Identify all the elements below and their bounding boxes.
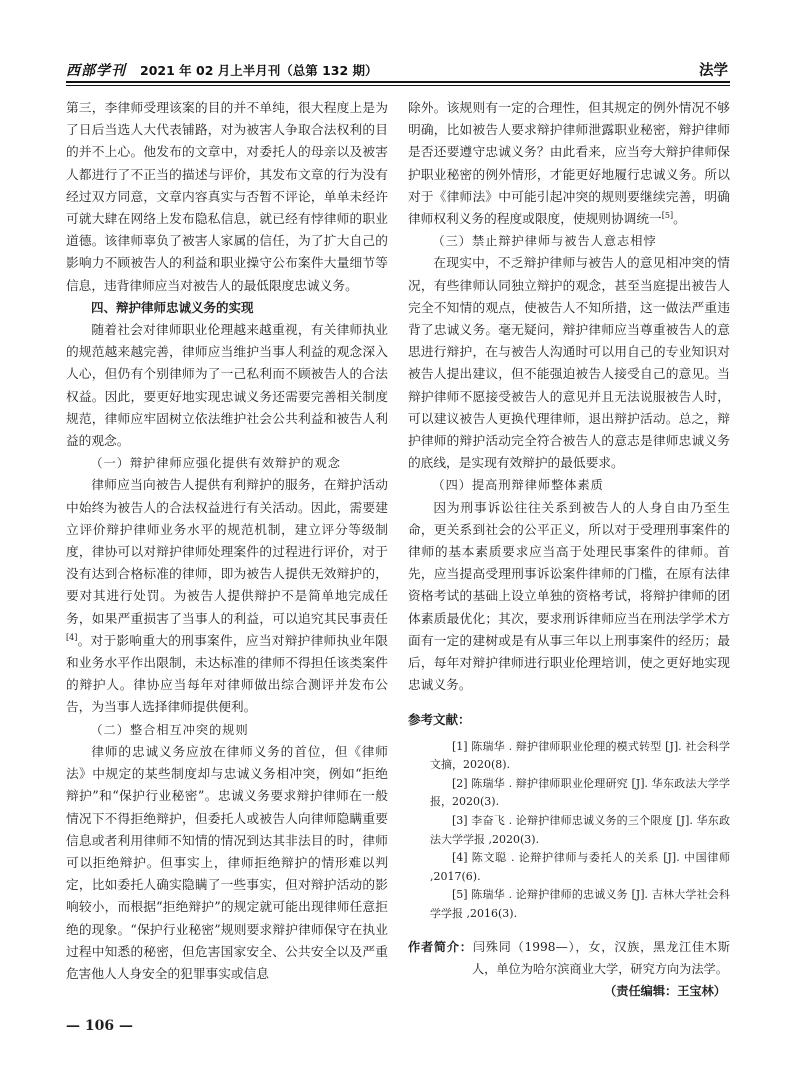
author-label: 作者简介： <box>408 939 473 954</box>
subsection-heading: （一）辩护律师应强化提供有效辩护的观念 <box>90 456 341 471</box>
paragraph-text: 律师应当向被告人提供有利辩护的服务，在辩护活动中始终为被告人的合法权益进行有关活动。因此，需要建立评价辩护律师业务水平的规范机制，建立评分等级制度，律协可以对辩护律师处理案件的过程进行评价，对于没有达到合格标准的律师，即为被告人提供无效辩护的，要对其进行处罚。为被告人提供辩护不是简单地完成任务，如果严重损害了当事人的利益，可以追究其民事责任 <box>66 477 388 626</box>
left-column <box>66 97 388 985</box>
references-title: 参考文献： <box>408 712 471 728</box>
citation-marker: [5] <box>661 210 674 220</box>
paragraph <box>66 474 388 718</box>
page-number: — 106 — <box>66 1018 133 1034</box>
right-column <box>408 97 730 1002</box>
header-rule-thick <box>66 81 730 83</box>
reference-item: [1] 陈瑞华 . 辩护律师职业伦理的模式转型 [J]. 社会科学文摘，2020(8). <box>430 739 730 772</box>
editor-credit: （责任编辑：王宝林） <box>604 983 726 998</box>
author-text: 闫殊同（1998—），女，汉族，黑龙江佳木斯人，单位为哈尔滨商业大学，研究方向为法学。 <box>472 939 730 976</box>
reference-item: [4] 陈文聪 . 论辩护律师与委托人的关系 [J]. 中国律师 ,2017(6). <box>430 851 730 883</box>
reference-item: [3] 李奋飞 . 论辩护律师忠诚义务的三个限度 [J]. 华东政法大学学报 ,2020(3). <box>430 814 730 846</box>
paragraph: 律师的忠诚义务应放在律师义务的首位，但《律师法》中规定的某些制度却与忠诚义务相冲突，例如“拒绝辩护”和“保护行业秘密”。忠诚义务要求辩护律师在一般情况下不得拒绝辩护，但委托人或被告人向律师隐瞒重要信息或者利用律师不知情的情况到达其非法目的时，律师可以拒绝辩护。但事实上，律师拒绝辩护的情形难以判定，比如委托人确实隐瞒了一些事实，但对辩护活动的影响较小，而根据“拒绝辩护”的规定就可能出现律师任意拒绝的现象。“保护行业秘密”规则要求辩护律师保守在执业过程中知悉的秘密，但危害国家安全、公共安全以及严重危害他人人身安全的犯罪事实或信息 <box>66 743 388 981</box>
citation-marker: [4] <box>66 632 78 642</box>
header-rule-thin <box>66 85 730 86</box>
paragraph-text: 。 <box>673 211 686 227</box>
section-heading: 四、辩护律师忠诚义务的实现 <box>91 299 254 315</box>
issue-info: 2021 年 02 月上半月刊（总第 132 期） <box>140 63 378 78</box>
subsection-heading: （四）提高刑辩律师整体素质 <box>432 478 604 493</box>
journal-logo: 西部学刊 <box>66 63 126 79</box>
paragraph: 随着社会对律师职业伦理越来越重视，有关律师执业的规范越来越完善，律师应当维护当事人利益的观念深入人心，但仍有个别律师为了一己私利而不顾被告人的合法权益。因此，要更好地实现忠诚义务还需要完善相关制度规范，律师应牢固树立依法维护社会公共利益和被告人利益的观念。 <box>66 322 388 449</box>
reference-item: [2] 陈瑞华 . 辩护律师职业伦理研究 [J]. 华东政法大学学报，2020(3). <box>430 776 730 809</box>
section-tag: 法学 <box>699 63 728 79</box>
paragraph: 第三，李律师受理该案的目的并不单纯，很大程度上是为了日后当选人大代表铺路，对为被害人争取合法权利的目的并不上心。他发布的文章中，对委托人的母亲以及被害人都进行了不正当的描述与评价，其发布文章的行为没有经过双方同意，文章内容真实与否暂不评论，单单未经许可就大肆在网络上发布隐私信息，就已经有悖律师的职业道德。该律师辜负了被害人家属的信任，为了扩大自己的影响力不顾被告人的利益和职业操守公布案件大量细节等信息，违背律师应当对被告人的最低限度忠诚义务。 <box>66 100 388 293</box>
page-header <box>66 58 730 80</box>
subsection-heading: （二）整合相互冲突的规则 <box>90 722 249 737</box>
paragraph <box>408 97 730 230</box>
reference-item: [5] 陈瑞华 . 论辩护律师的忠诚义务 [J]. 吉林大学社会科学学报 ,2016(3). <box>430 888 730 921</box>
author-bio <box>408 936 730 980</box>
subsection-heading: （三）禁止辩护律师与被告人意志相悖 <box>432 234 657 249</box>
paragraph-text: 。对于影响重大的刑事案件，应当对辩护律师执业年限和业务水平作出限制，未达标准的律师不得担任该类案件的辩护人。律协应当每年对律师做出综合测评并发布公告，为当事人选择律师提供便利。 <box>66 632 388 715</box>
paragraph: 因为刑事诉讼往往关系到被告人的人身自由乃至生命，更关系到社会的公平正义，所以对于受理刑事案件的律师的基本素质要求应当高于处理民事案件的律师。首先，应当提高受理刑事诉讼案件律师的门槛，在原有法律资格考试的基础上设立单独的资格考试，将辩护律师的团体素质最优化；其次，要求刑诉律师应当在刑法学学术方面有一定的建树或是有从事三年以上刑事案件的经历；最后，每年对辩护律师进行职业伦理培训，使之更好地实现忠诚义务。 <box>408 499 730 693</box>
paragraph-text: 除外。该规则有一定的合理性，但其规定的例外情况不够明确，比如被告人要求辩护律师泄露职业秘密，辩护律师是否还要遵守忠诚义务？由此看来，应当夸大辩护律师保护职业秘密的例外情形，才能更好地履行忠诚义务。所以对于《律师法》中可能引起冲突的规则要继续完善，明确律师权利义务的程度或限度，使规则协调统一 <box>408 100 730 227</box>
paragraph: 在现实中，不乏辩护律师与被告人的意见相冲突的情况，有些律师认同独立辩护的观念，甚至当庭提出被告人完全不知情的观点，使被告人不知所措，这一做法严重违背了忠诚义务。毫无疑问，辩护律师应当尊重被告人的意思进行辩护，在与被告人沟通时可以用自己的专业知识对被告人提出建议，但不能强迫被告人接受自己的意见。当辩护律师不愿接受被告人的意见并且无法说服被告人时，可以建议被告人更换代理律师，退出辩护活动。总之，辩护律师的辩护活动完全符合被告人的意志是律师忠诚义务的底线，是实现有效辩护的最低要求。 <box>408 255 730 471</box>
